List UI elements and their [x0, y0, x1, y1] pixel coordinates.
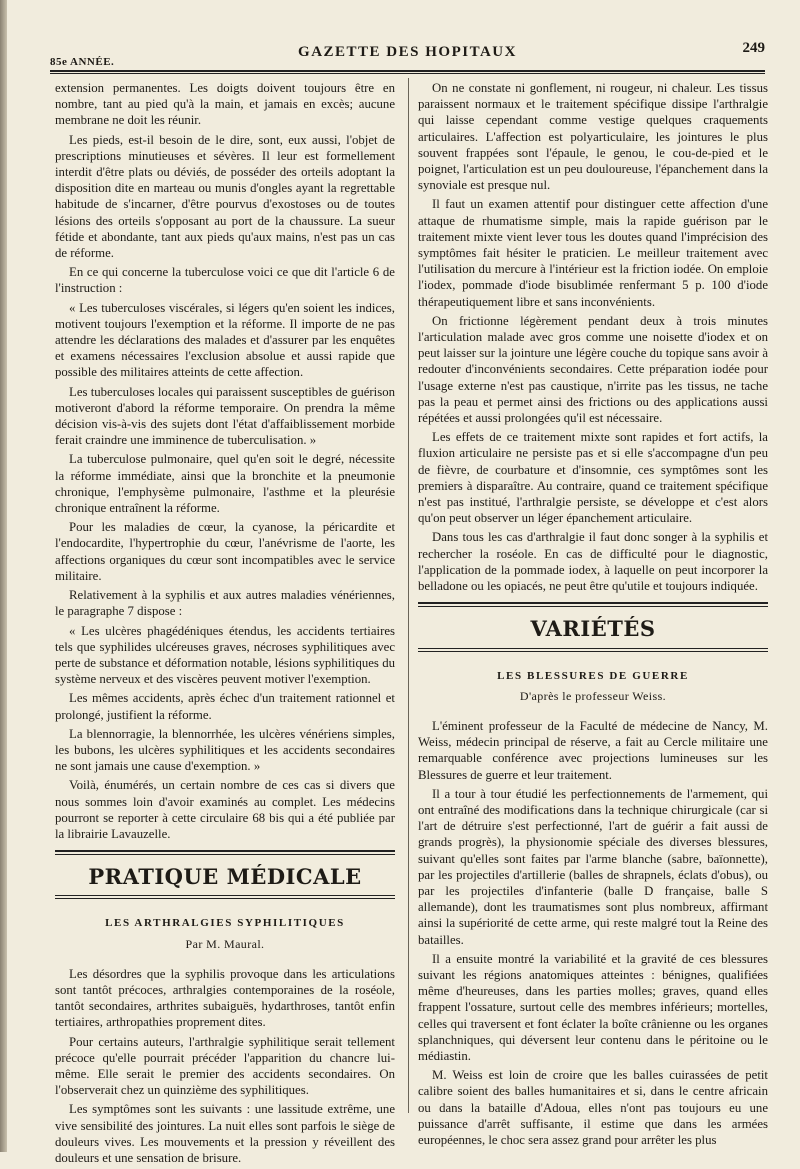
journal-title: GAZETTE DES HOPITAUX	[298, 44, 517, 60]
paragraph: Voilà, énumérés, un certain nombre de ces cas si divers que nous sommes loin d'avoir examinés au complet. Les médecins pourront se reporter à cette circulaire 68 bis qui a été publiée par la librairie Lavauzelle.	[55, 778, 395, 841]
paragraph: extension permanentes. Les doigts doivent toujours être en nombre, tant au pied qu'à la main, et jamais en excès; aucune membrane ne doit les réunir.	[55, 81, 395, 128]
paragraph: Les tuberculoses locales qui paraissent susceptibles de guérison motiveront d'abord la réforme temporaire. On prendra la même décision vis-à-vis des sujets dont l'état d'affaiblissement morbide ferait craindre une imminence de tuberculisation. »	[55, 384, 395, 448]
article-title-blessures: LES BLESSURES DE GUERRE	[497, 669, 689, 682]
section-rule	[418, 602, 768, 607]
paragraph: « Les ulcères phagédéniques étendus, les accidents tertiaires tels que syphilides ulcéreuses graves, nécroses syphilitiques avec perte de substance et déformation notable, lésions syphilitiques du système nerveux et des viscères peuvent motiver l'exemption.	[55, 623, 395, 687]
paragraph: « Les tuberculoses viscérales, si légers qu'en soient les indices, motivent toujours l'exemption et la réforme. Il importe de ne pas attendre les déclarations des malades et d'assurer par les enquêtes et examens nécessaires l'exclusion absolue et aussi rapide que possible des militaires atteints de cette affection.	[55, 300, 395, 380]
paragraph: Les mêmes accidents, après échec d'un traitement rationnel et prolongé, justifient la réforme.	[55, 691, 395, 722]
paragraph: Les pieds, est-il besoin de le dire, sont, eux aussi, l'objet de prescriptions minutieuses et sévères. Il leur est formellement interdit d'être plats ou déviés, de posséder des orteils adoptant la disposition dite en marteau ou munis d'ongles ayant la regrettable habitude de s'incarner, d'être pourvus d'exostoses ou de toutes lésions des orteils s'opposant au port de la chaussure. La sueur fétide et abondante, tant aux pieds qu'aux mains, n'est pas un cas de réforme.	[55, 132, 395, 261]
header-rule	[50, 70, 765, 74]
section-rule	[418, 648, 768, 652]
left-column	[55, 80, 395, 1169]
section-rule	[55, 850, 395, 855]
section-title-pratique: PRATIQUE MÉDICALE	[88, 864, 362, 890]
article-title-arthralgies: LES ARTHRALGIES SYPHILITIQUES	[105, 917, 345, 930]
paragraph: Il a ensuite montré la variabilité et la gravité de ces blessures suivant les régions anatomiques atteintes : bénignes, qualifiées même d'heureuses, dans les parties molles; graves, quand elles frappent l'ossature, surtout celle des membres inférieurs; mortelles, celles qui traversent et font éclater la boîte crânienne ou les organes splanchniques, qui déversent leur contenu dans le péritoine ou le médiastin.	[418, 951, 768, 1063]
paragraph: M. Weiss est loin de croire que les balles cuirassées de petit calibre soient des balles humanitaires et si, dans le centre africain ou dans la bataille d'Adoua, elles n'ont pas toujours eu une puissance d'arrêt suffisante, il estime que dans les armées européennes, le choc sera assez grand pour arrêter les plus	[418, 1068, 768, 1147]
paragraph: La tuberculose pulmonaire, quel qu'en soit le degré, nécessite la réforme immédiate, ainsi que la bronchite et la pneumonie chronique, l'emphysème pulmonaire, l'asthme et la pleurésie chronique entraînent la réforme.	[55, 452, 395, 516]
paragraph: L'éminent professeur de la Faculté de médecine de Nancy, M. Weiss, médecin principal de réserve, a fait au Cercle militaire une remarquable conférence avec projections lumineuses sur les Blessures de guerre et leur traitement.	[418, 718, 768, 782]
edition-label: 85e ANNÉE.	[50, 56, 115, 68]
paragraph: Pour les maladies de cœur, la cyanose, la péricardite et l'endocardite, l'hypertrophie du cœur, l'anévrisme de l'aorte, les affections organiques du cœur sont incompatibles avec le service militaire.	[55, 520, 395, 583]
paragraph: Les désordres que la syphilis provoque dans les articulations sont tantôt précoces, arthralgies contemporaines de la roséole, tantôt secondaires, arthrites subaiguës, hydarthroses, tantôt enfin tertiaires, arthropathies proprement dites.	[55, 966, 395, 1030]
article-byline: Par M. Maural.	[185, 936, 265, 951]
paragraph: Il a tour à tour étudié les perfectionnements de l'armement, qui ont entraîné des modifications dans la technique chirurgicale (car si l'art de détruire s'est perfectionné, l'art de guérir a fait aussi de grands progrès), la physionomie spéciale des diverses blessures, suivant qu'elles sont faites par l'arme blanche (sabre, baïonnette), par les projectiles d'artillerie (balles de shrapnels, éclats d'obus), ou par les projectiles d'infanterie (balle D française, balle S allemande), dont les traumatismes sont plus nombreux, affirmant ainsi la supériorité de cette arme, qui reste malgré tout la Reine des batailles.	[418, 786, 768, 947]
paragraph: Pour certains auteurs, l'arthralgie syphilitique serait tellement précoce qu'elle pourrait précéder l'apparition du chancre lui-même. Elle serait le premier des accidents secondaires. On l'observerait chez un quinzième des syphilitiques.	[55, 1034, 395, 1098]
right-column	[418, 80, 768, 1151]
paragraph: On ne constate ni gonflement, ni rougeur, ni chaleur. Les tissus paraissent normaux et le traitement spécifique dissipe l'arthralgie qui laisse cependant comme vestige quelques craquements articulaires. L'affection est polyarticulaire, les jointures le plus souvent frappées sont l'épaule, le genou, le cou-de-pied et le poignet, l'articulation est un peu douloureuse, l'épanchement dans la synoviale est presque nul.	[418, 81, 768, 193]
column-divider	[408, 78, 409, 1113]
paragraph: Les effets de ce traitement mixte sont rapides et fort actifs, la fluxion articulaire ne persiste pas et si elle s'accompagne d'un peu de fièvre, de courbature et d'insomnie, ces symptômes sont les premiers à disparaître. Au contraire, quand ce traitement spécifique n'est pas institué, l'arthralgie persiste, se développe et c'est alors qu'on peut observer un léger épanchement articulaire.	[418, 430, 768, 526]
page-number: 249	[742, 40, 765, 56]
section-title-varietes: VARIÉTÉS	[530, 616, 656, 642]
paragraph: Les symptômes sont les suivants : une lassitude extrême, une vive sensibilité des jointures. La nuit elles sont parfois le siège de douleurs vives. Les mouvements et la pression y réveillent des douleurs et une sensation de brisure.	[55, 1102, 395, 1165]
paragraph: La blennorragie, la blennorrhée, les ulcères vénériens simples, les bubons, les ulcères syphilitiques et les accidents secondaires ne sont jamais une cause d'exemption. »	[55, 726, 395, 774]
paragraph: Il faut un examen attentif pour distinguer cette affection d'une attaque de rhumatisme simple, mais la rapide guérison par le traitement mixte vient lever tous les doutes quand l'imprécision des symptômes fait hésiter le praticien. Le meilleur traitement avec l'utilisation du mercure à l'intérieur est la friction iodée. On emploie l'iodex, pommade d'iode bisublimée renfermant 5 p. 100 d'iode thérapeutiquement libre et sans inconvénients.	[418, 197, 768, 309]
paragraph: Relativement à la syphilis et aux autres maladies vénériennes, le paragraphe 7 dispose :	[55, 588, 395, 619]
page-header	[50, 38, 765, 68]
paragraph: On frictionne légèrement pendant deux à trois minutes l'articulation malade avec gros comme une noisette d'iodex et on peut laisser sur la jointure une légère couche du topique sans avoir à redouter d'inconvénients secondaires. Cette préparation iodée pour l'usage externe n'est pas caustique, n'irrite pas les tissus, ne tache pas la peau et permet ainsi des frictions ou des applications aussi répétées et aussi prolongées qu'il est nécessaire.	[418, 313, 768, 426]
page-spine-shadow	[0, 0, 7, 1152]
paragraph: Dans tous les cas d'arthralgie il faut donc songer à la syphilis et rechercher la roséole. En cas de difficulté pour le diagnostic, l'application de la pommade iodex, à laquelle on peut incorporer la belladone ou les opiacés, ne peut être qu'utile et toujours indiquée.	[418, 530, 768, 594]
article-byline: D'après le professeur Weiss.	[519, 688, 667, 703]
paragraph: En ce qui concerne la tuberculose voici ce que dit l'article 6 de l'instruction :	[55, 265, 395, 296]
section-rule	[55, 895, 395, 899]
